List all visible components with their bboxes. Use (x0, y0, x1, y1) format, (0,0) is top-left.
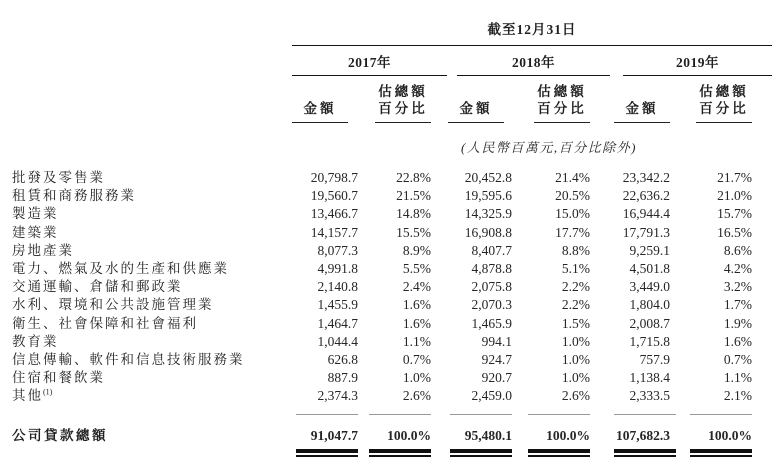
subheader-row (0, 76, 772, 123)
industry-row (0, 205, 772, 223)
amount-cell: 20,452.8 (464, 170, 512, 185)
total-rule (369, 449, 431, 457)
industry-row (0, 369, 772, 387)
row-label: 水利、環境和公共設施管理業 (12, 297, 214, 313)
amount-cell: 19,595.6 (464, 188, 512, 204)
empty-cell (0, 0, 292, 46)
amount-cell: 887.9 (327, 370, 358, 386)
total-label: 公司貸款總額 (12, 428, 108, 444)
unit-note: (人民幣百萬元,百分比除外) (461, 140, 637, 155)
amount-cell: 924.7 (481, 352, 512, 368)
amount-cell: 2,333.5 (629, 388, 670, 404)
total-amount-2019: 107,682.3 (616, 428, 670, 444)
empty-cell (0, 76, 292, 123)
pct-cell: 1.6% (402, 297, 431, 313)
pct-cell: 2.1% (723, 388, 753, 404)
year-header-2017 (292, 46, 448, 77)
amount-cell: 920.7 (481, 370, 512, 386)
total-amount-2017: 91,047.7 (310, 428, 358, 444)
amount-cell: 20,798.7 (310, 170, 358, 185)
empty-cell (0, 123, 292, 162)
pretotal-rule-row (0, 406, 772, 415)
total-rule (690, 449, 752, 457)
pct-cell: 3.2% (723, 279, 753, 295)
amount-cell: 9,259.1 (629, 242, 670, 258)
year-header-row (0, 46, 772, 77)
page-title: 截至12月31日 (292, 0, 772, 46)
pct-cell: 1.7% (723, 297, 753, 313)
industry-row (0, 278, 772, 296)
pct-cell: 16.5% (717, 224, 753, 240)
row-label: 住宿和餐飲業 (12, 370, 105, 386)
pct-cell: 1.0% (561, 370, 590, 386)
pct-cell: 1.0% (561, 352, 590, 368)
year-label-2017: 2017年 (292, 51, 447, 76)
pct-cell: 5.1% (561, 261, 590, 277)
empty-cell (0, 406, 292, 415)
pct-cell: 14.8% (396, 206, 431, 222)
amount-cell: 8,407.7 (471, 242, 512, 258)
row-label: 信息傳輸、軟件和信息技術服務業 (12, 352, 245, 368)
year-header-2018 (448, 46, 614, 77)
row-label: 教育業 (12, 333, 59, 349)
amount-cell: 16,908.8 (464, 224, 512, 240)
amount-cell: 14,325.9 (464, 206, 512, 222)
pct-cell: 2.4% (402, 279, 431, 295)
row-label: 衛生、社會保障和社會福利 (12, 315, 198, 331)
pct-cell: 0.7% (402, 352, 431, 368)
pct-cell: 1.1% (402, 333, 431, 349)
amount-cell: 14,157.7 (310, 224, 358, 240)
pct-cell: 15.7% (717, 206, 753, 222)
amount-cell: 8,077.3 (317, 242, 358, 258)
amount-cell: 994.1 (481, 333, 512, 349)
amount-cell: 13,466.7 (310, 206, 358, 222)
industry-row (0, 315, 772, 333)
amount-cell: 2,140.8 (317, 279, 358, 295)
row-label: 房地產業 (12, 242, 74, 258)
pct-cell: 17.7% (555, 224, 590, 240)
total-pct-2017: 100.0% (387, 428, 431, 444)
pct-cell: 1.5% (561, 315, 590, 331)
pct-cell: 8.8% (561, 242, 590, 258)
pct-cell: 8.6% (723, 242, 753, 258)
amount-cell: 3,449.0 (629, 279, 670, 295)
row-label: 批發及零售業 (12, 170, 105, 185)
row-label: 交通運輸、倉儲和郵政業 (12, 279, 183, 295)
pct-cell: 15.0% (555, 206, 590, 222)
amount-cell: 1,804.0 (629, 297, 670, 313)
pct-cell: 5.5% (402, 261, 431, 277)
industry-row (0, 333, 772, 351)
total-row (0, 415, 772, 449)
pct-cell: 1.0% (402, 370, 431, 386)
pct-cell: 2.2% (561, 279, 590, 295)
col-header-amount-2019: 金額 (614, 76, 674, 123)
pct-cell: 22.8% (396, 170, 431, 185)
total-amount-2018: 95,480.1 (464, 428, 512, 444)
industry-row (0, 224, 772, 242)
pct-cell: 21.5% (396, 188, 431, 204)
col-header-pct-2017: 估總額 百分比 (360, 76, 448, 123)
pct-cell: 1.6% (402, 315, 431, 331)
pct-cell: 21.0% (717, 188, 753, 204)
pct-cell: 1.0% (561, 333, 590, 349)
amount-cell: 23,342.2 (622, 170, 670, 185)
amount-cell: 16,944.4 (622, 206, 670, 222)
amount-cell: 757.9 (639, 352, 670, 368)
amount-cell: 2,070.3 (471, 297, 512, 313)
amount-cell: 1,464.7 (317, 315, 358, 331)
industry-row (0, 387, 772, 405)
total-rule (450, 449, 512, 457)
amount-cell: 626.8 (327, 352, 358, 368)
row-label: 租賃和商務服務業 (12, 188, 136, 204)
amount-cell: 1,455.9 (317, 297, 358, 313)
pct-cell: 4.2% (723, 261, 753, 277)
unit-note-row (0, 123, 772, 162)
pct-cell: 2.6% (402, 388, 431, 404)
pct-cell: 1.6% (723, 333, 753, 349)
total-rule (296, 449, 358, 457)
amount-cell: 22,636.2 (622, 188, 670, 204)
pct-cell: 0.7% (723, 352, 753, 368)
row-label: 製造業 (12, 206, 59, 222)
amount-cell: 19,560.7 (310, 188, 358, 204)
amount-cell: 2,008.7 (629, 315, 670, 331)
amount-cell: 2,459.0 (471, 388, 512, 404)
industry-row (0, 242, 772, 260)
total-pct-2019: 100.0% (708, 428, 753, 444)
total-rule (528, 449, 590, 457)
pct-cell: 1.9% (723, 315, 753, 331)
table-header-title-row (0, 0, 772, 46)
empty-cell (0, 449, 292, 461)
pct-cell: 2.6% (561, 388, 590, 404)
pct-cell: 21.7% (717, 170, 753, 185)
amount-cell: 17,791.3 (622, 224, 670, 240)
industry-rows (0, 162, 772, 406)
col-header-pct-2019: 估總額 百分比 (674, 76, 772, 123)
year-header-2019 (614, 46, 772, 77)
industry-row (0, 296, 772, 314)
row-label: 建築業 (12, 224, 59, 240)
total-pct-2018: 100.0% (546, 428, 590, 444)
col-header-amount-2018: 金額 (448, 76, 514, 123)
pct-cell: 1.1% (723, 370, 753, 386)
year-label-2018: 2018年 (457, 51, 610, 76)
amount-cell: 1,044.4 (317, 333, 358, 349)
amount-cell: 2,374.3 (317, 388, 358, 404)
amount-cell: 4,991.8 (317, 261, 358, 277)
total-double-rule-row (0, 449, 772, 461)
pct-cell: 2.2% (561, 297, 590, 313)
pct-cell: 21.4% (555, 170, 590, 185)
empty-cell (0, 46, 292, 77)
total-rule (614, 449, 676, 457)
col-header-amount-2017: 金額 (292, 76, 360, 123)
amount-cell: 1,138.4 (629, 370, 670, 386)
row-label: 電力、燃氣及水的生產和供應業 (12, 261, 229, 277)
industry-row (0, 351, 772, 369)
pct-cell: 15.5% (396, 224, 431, 240)
amount-cell: 2,075.8 (471, 279, 512, 295)
amount-cell: 1,465.9 (471, 315, 512, 331)
industry-row (0, 187, 772, 205)
amount-cell: 4,878.8 (471, 261, 512, 277)
amount-cell: 4,501.8 (629, 261, 670, 277)
industry-row (0, 162, 772, 187)
col-header-pct-2018: 估總額 百分比 (514, 76, 614, 123)
amount-cell: 1,715.8 (629, 333, 670, 349)
footnote-marker: (1) (43, 387, 53, 397)
industry-row (0, 260, 772, 278)
row-label: 其他$^{(1)}$ (12, 387, 53, 404)
year-label-2019: 2019年 (623, 51, 772, 76)
pct-cell: 20.5% (555, 188, 590, 204)
pct-cell: 8.9% (402, 242, 431, 258)
